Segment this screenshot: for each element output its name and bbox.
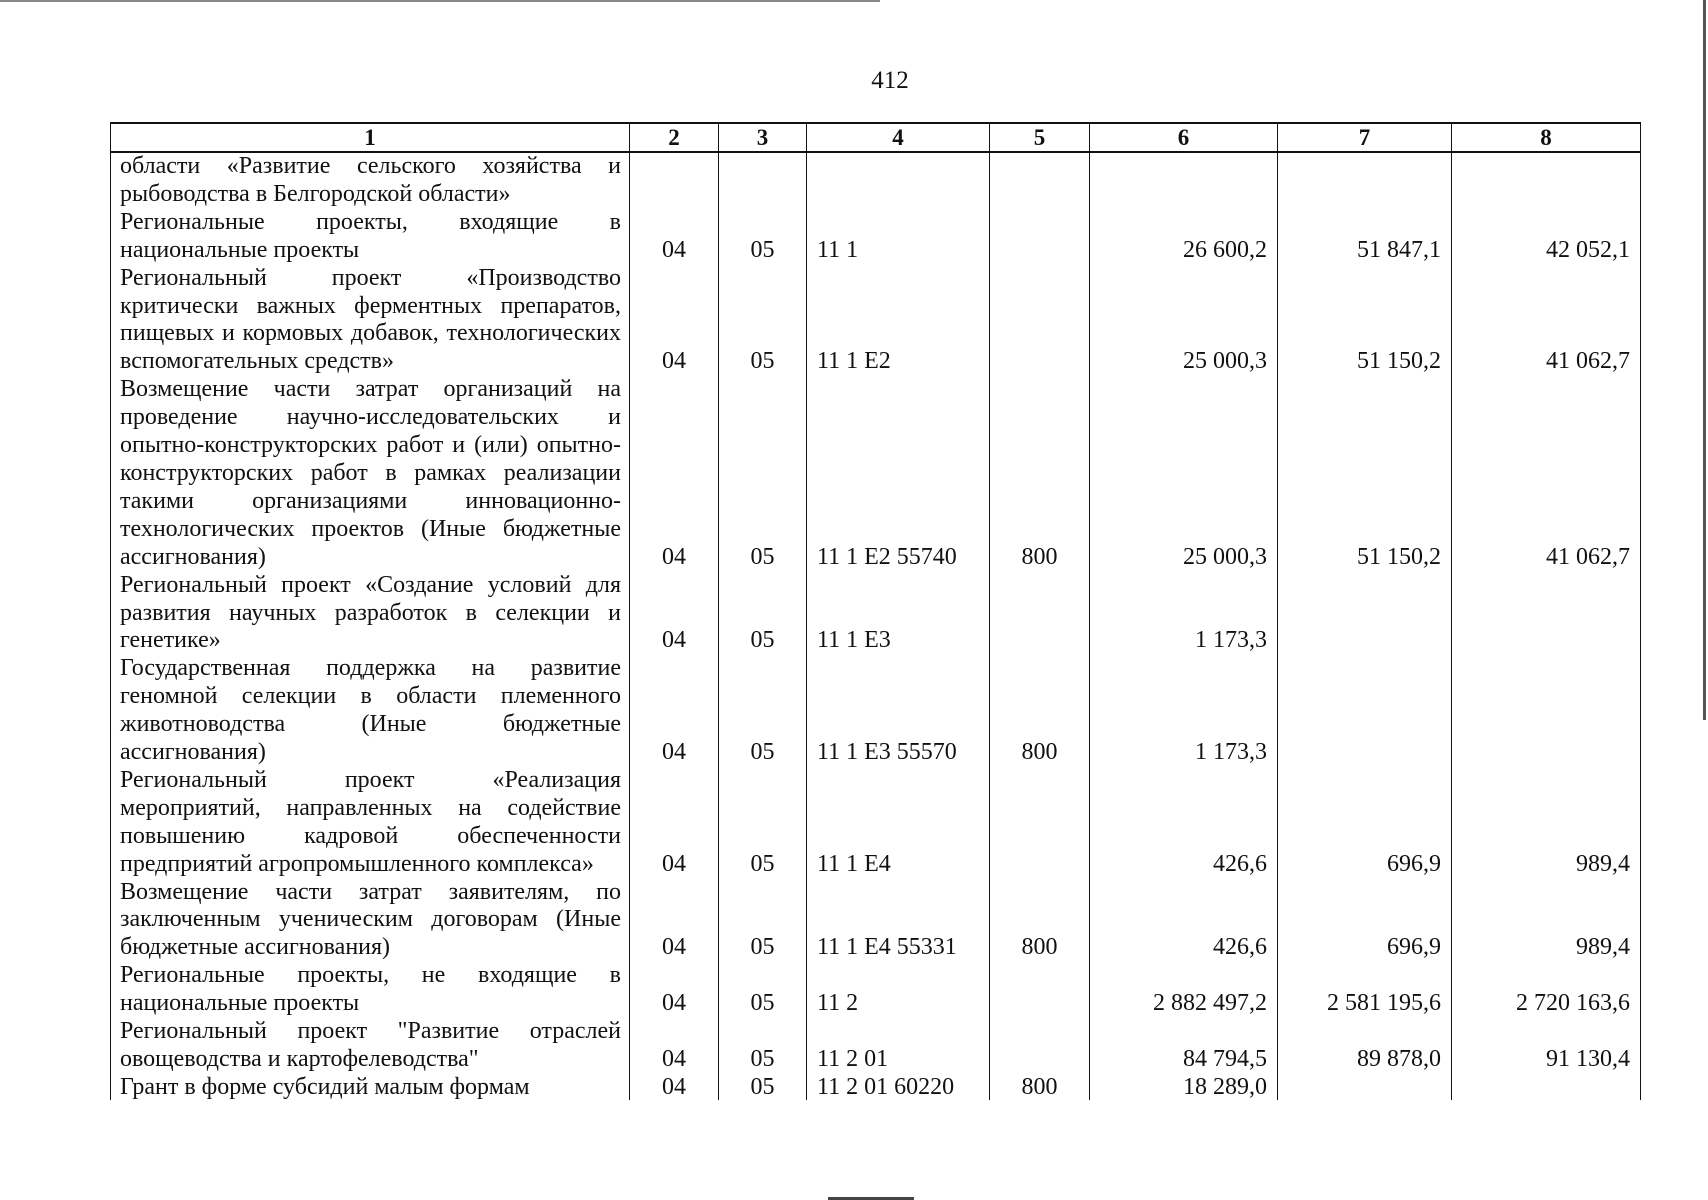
expense-type-code: 800 — [990, 1074, 1090, 1100]
subsection-code: 05 — [719, 1018, 807, 1074]
column-header: 5 — [990, 123, 1090, 152]
amount-col-6: 426,6 — [1090, 879, 1278, 963]
target-article-code: 11 1 Е3 55570 — [807, 655, 990, 767]
expense-type-code — [990, 962, 1090, 1018]
target-article-code: 11 2 01 60220 — [807, 1074, 990, 1100]
expense-type-code: 800 — [990, 376, 1090, 571]
amount-col-8: 989,4 — [1452, 879, 1641, 963]
budget-table — [110, 122, 1641, 1100]
amount-col-7: 2 581 195,6 — [1278, 962, 1452, 1018]
amount-col-7 — [1278, 572, 1452, 656]
table-row — [111, 265, 1641, 377]
item-description: Государственная поддержка на развитие геномной селекции в области племенного животноводства (Иные бюджетные ассигнования) — [111, 655, 630, 767]
table-row — [111, 1018, 1641, 1074]
subsection-code: 05 — [719, 767, 807, 879]
section-code: 04 — [630, 1074, 719, 1100]
table-row — [111, 655, 1641, 767]
amount-col-6: 426,6 — [1090, 767, 1278, 879]
amount-col-6 — [1090, 152, 1278, 209]
amount-col-8: 2 720 163,6 — [1452, 962, 1641, 1018]
expense-type-code — [990, 209, 1090, 265]
table-row — [111, 152, 1641, 209]
target-article-code: 11 1 — [807, 209, 990, 265]
table-row — [111, 962, 1641, 1018]
column-header: 4 — [807, 123, 990, 152]
amount-col-7: 51 847,1 — [1278, 209, 1452, 265]
amount-col-6: 26 600,2 — [1090, 209, 1278, 265]
amount-col-8: 41 062,7 — [1452, 376, 1641, 571]
amount-col-8: 42 052,1 — [1452, 209, 1641, 265]
column-header: 2 — [630, 123, 719, 152]
target-article-code — [807, 152, 990, 209]
section-code: 04 — [630, 879, 719, 963]
item-description: области «Развитие сельского хозяйства и рыбоводства в Белгородской области» — [111, 152, 630, 209]
subsection-code: 05 — [719, 879, 807, 963]
amount-col-6: 2 882 497,2 — [1090, 962, 1278, 1018]
section-code: 04 — [630, 572, 719, 656]
target-article-code: 11 1 Е2 55740 — [807, 376, 990, 571]
section-code: 04 — [630, 655, 719, 767]
item-description: Возмещение части затрат организаций на проведение научно-исследовательских и опытно-конструкторских работ и (или) опытно-конструкторских работ в рамках реализации такими организациями инновационно-технологических проектов (Иные бюджетные ассигнования) — [111, 376, 630, 571]
table-row — [111, 376, 1641, 571]
item-description: Региональный проект "Развитие отраслей овощеводства и картофелеводства" — [111, 1018, 630, 1074]
section-code: 04 — [630, 209, 719, 265]
amount-col-6: 25 000,3 — [1090, 376, 1278, 571]
expense-type-code: 800 — [990, 879, 1090, 963]
amount-col-6: 18 289,0 — [1090, 1074, 1278, 1100]
item-description: Региональные проекты, входящие в национальные проекты — [111, 209, 630, 265]
item-description: Региональный проект «Создание условий для развития научных разработок в селекции и генетике» — [111, 572, 630, 656]
section-code: 04 — [630, 1018, 719, 1074]
subsection-code: 05 — [719, 1074, 807, 1100]
column-header: 1 — [111, 123, 630, 152]
subsection-code — [719, 152, 807, 209]
target-article-code: 11 1 Е4 — [807, 767, 990, 879]
item-description: Грант в форме субсидий малым формам — [111, 1074, 630, 1100]
subsection-code: 05 — [719, 265, 807, 377]
scan-edge-right — [1703, 0, 1706, 720]
amount-col-8 — [1452, 152, 1641, 209]
amount-col-6: 1 173,3 — [1090, 572, 1278, 656]
target-article-code: 11 1 Е4 55331 — [807, 879, 990, 963]
section-code — [630, 152, 719, 209]
amount-col-8: 91 130,4 — [1452, 1018, 1641, 1074]
target-article-code: 11 2 01 — [807, 1018, 990, 1074]
subsection-code: 05 — [719, 572, 807, 656]
column-header: 8 — [1452, 123, 1641, 152]
amount-col-7: 51 150,2 — [1278, 265, 1452, 377]
amount-col-6: 84 794,5 — [1090, 1018, 1278, 1074]
amount-col-7: 696,9 — [1278, 879, 1452, 963]
subsection-code: 05 — [719, 376, 807, 571]
amount-col-7: 696,9 — [1278, 767, 1452, 879]
amount-col-6: 25 000,3 — [1090, 265, 1278, 377]
expense-type-code — [990, 152, 1090, 209]
amount-col-8 — [1452, 1074, 1641, 1100]
item-description: Возмещение части затрат заявителям, по заключенным ученическим договорам (Иные бюджетные ассигнования) — [111, 879, 630, 963]
subsection-code: 05 — [719, 209, 807, 265]
expense-type-code — [990, 767, 1090, 879]
table-row — [111, 767, 1641, 879]
section-code: 04 — [630, 767, 719, 879]
section-code: 04 — [630, 376, 719, 571]
table-row — [111, 209, 1641, 265]
page-number: 412 — [871, 67, 909, 94]
column-header: 6 — [1090, 123, 1278, 152]
amount-col-8 — [1452, 572, 1641, 656]
amount-col-7 — [1278, 655, 1452, 767]
amount-col-7: 89 878,0 — [1278, 1018, 1452, 1074]
amount-col-7 — [1278, 152, 1452, 209]
table-row — [111, 1074, 1641, 1100]
table-row — [111, 572, 1641, 656]
expense-type-code — [990, 1018, 1090, 1074]
section-code: 04 — [630, 962, 719, 1018]
column-header: 7 — [1278, 123, 1452, 152]
item-description: Региональный проект «Производство критически важных ферментных препаратов, пищевых и кормовых добавок, технологических вспомогательных средств» — [111, 265, 630, 377]
expense-type-code — [990, 572, 1090, 656]
target-article-code: 11 1 Е3 — [807, 572, 990, 656]
scan-edge-top — [0, 0, 880, 2]
amount-col-8: 989,4 — [1452, 767, 1641, 879]
amount-col-7 — [1278, 1074, 1452, 1100]
item-description: Региональный проект «Реализация мероприятий, направленных на содействие повышению кадровой обеспеченности предприятий агропромышленного комплекса» — [111, 767, 630, 879]
amount-col-6: 1 173,3 — [1090, 655, 1278, 767]
table-header-row — [111, 123, 1641, 152]
amount-col-8: 41 062,7 — [1452, 265, 1641, 377]
amount-col-7: 51 150,2 — [1278, 376, 1452, 571]
expense-type-code: 800 — [990, 655, 1090, 767]
item-description: Региональные проекты, не входящие в национальные проекты — [111, 962, 630, 1018]
subsection-code: 05 — [719, 655, 807, 767]
target-article-code: 11 1 Е2 — [807, 265, 990, 377]
amount-col-8 — [1452, 655, 1641, 767]
target-article-code: 11 2 — [807, 962, 990, 1018]
expense-type-code — [990, 265, 1090, 377]
column-header: 3 — [719, 123, 807, 152]
table-row — [111, 879, 1641, 963]
subsection-code: 05 — [719, 962, 807, 1018]
section-code: 04 — [630, 265, 719, 377]
